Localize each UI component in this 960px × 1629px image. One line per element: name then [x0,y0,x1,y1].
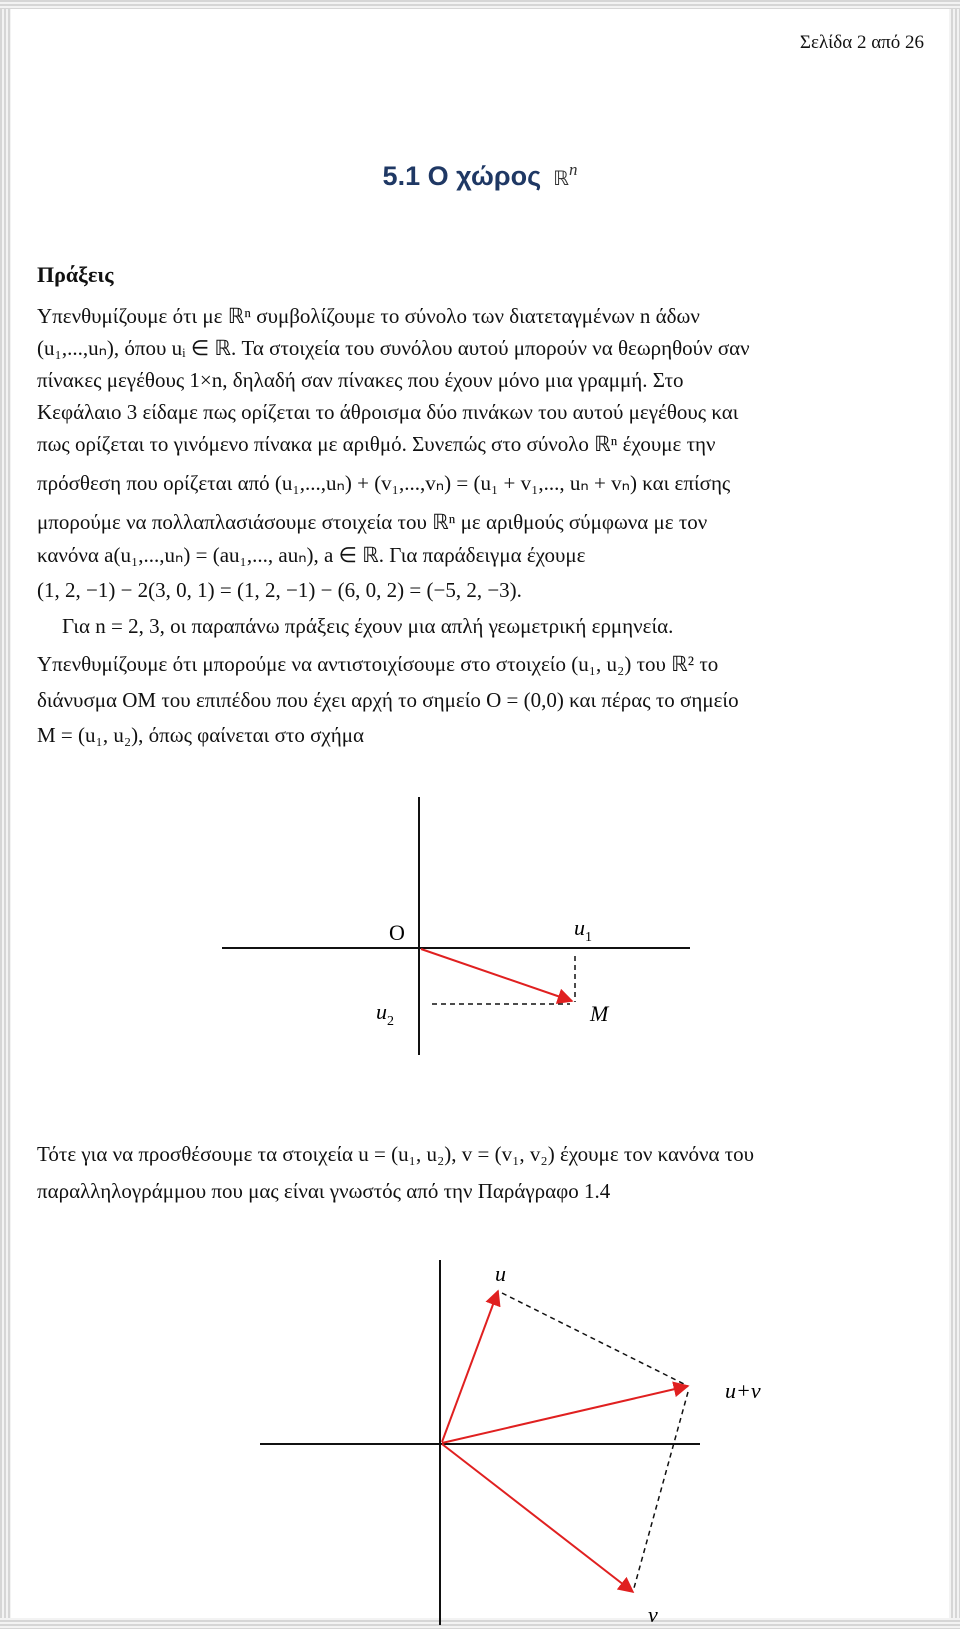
parallelogram-side-top [502,1293,686,1385]
paragraph-line-15: παραλληλογράμμου που μας είναι γνωστός από την Παράγραφο 1.4 [37,1179,611,1203]
paragraph-line-7: μπορούμε να πολλαπλασιάσουμε στοιχεία του ℝⁿ με αριθμούς σύμφωνα με τον [37,510,708,534]
x-coordinate-label: u [574,915,585,940]
paragraph-line-13: M = (u₁, u₂), όπως φαίνεται στο σχήμα [37,723,364,747]
vector-sum-label: u+v [725,1378,761,1403]
equation-example: (1, 2, −1) − 2(3, 0, 1) = (1, 2, −1) − (6, 0, 2) = (−5, 2, −3). [37,578,522,602]
paragraph-line-2: (u₁,...,uₙ), όπου uᵢ ∈ ℝ. Τα στοιχεία του συνόλου αυτού μπορούν να θεωρηθούν σαν [37,336,750,360]
vector-u-arrow [442,1291,498,1442]
paragraph-line-6: πρόσθεση που ορίζεται από (u₁,...,uₙ) + (v₁,...,vₙ) = (u₁ + v₁,..., uₙ + vₙ) και επίσης [37,471,731,495]
vector-sum-arrow [442,1386,688,1443]
paragraph-line-12: διάνυσμα OM του επιπέδου που έχει αρχή το σημείο O = (0,0) και πέρας το σημείο [37,688,739,712]
paragraph-line-10: Για n = 2, 3, οι παραπάνω πράξεις έχουν μια απλή γεωμετρική ερμηνεία. [62,614,674,638]
y-coordinate-label: u [376,999,387,1024]
paragraph-line-1: Υπενθυμίζουμε ότι με ℝⁿ συμβολίζουμε το σύνολο των διατεταγμένων n άδων [37,304,700,328]
paragraph-line-5: πως ορίζεται το γινόμενο πίνακα με αριθμό. Συνεπώς στο σύνολο ℝⁿ έχουμε την [37,432,716,456]
paragraph-line-3: πίνακες μεγέθους 1×n, δηλαδή σαν πίνακες που έχουν μόνο μια γραμμή. Στο [37,368,684,392]
vector-v-label: v [648,1602,658,1627]
page-number: Σελίδα 2 από 26 [799,32,924,53]
exponent: n [568,160,578,179]
paragraph-line-11: Υπενθυμίζουμε ότι μπορούμε να αντιστοιχίσουμε στο στοιχείο (u₁, u₂) του ℝ² το [37,652,719,676]
section-title-text: 5.1 Ο χώρος [382,161,542,191]
y-coordinate-subscript: 2 [387,1014,394,1029]
real-numbers-symbol: ℝ [553,166,569,190]
vector-v-arrow [442,1444,633,1592]
subsection-heading: Πράξεις [37,262,114,287]
parallelogram-side-right [634,1392,688,1588]
point-m-label: M [590,1001,609,1026]
paragraph-line-8: κανόνα a(u₁,...,uₙ) = (au₁,..., auₙ), a ∈ ℝ. Για παράδειγμα έχουμε [37,543,586,567]
origin-label: O [389,920,405,945]
vector-u-label: u [495,1261,506,1286]
x-coordinate-subscript: 1 [585,930,592,945]
paragraph-line-14: Τότε για να προσθέσουμε τα στοιχεία u = (u₁, u₂), v = (v₁, v₂) έχουμε τον κανόνα του [37,1142,755,1166]
paragraph-line-4: Κεφάλαιο 3 είδαμε πως ορίζεται το άθροισμα δύο πινάκων του αυτού μεγέθους και [37,400,739,424]
